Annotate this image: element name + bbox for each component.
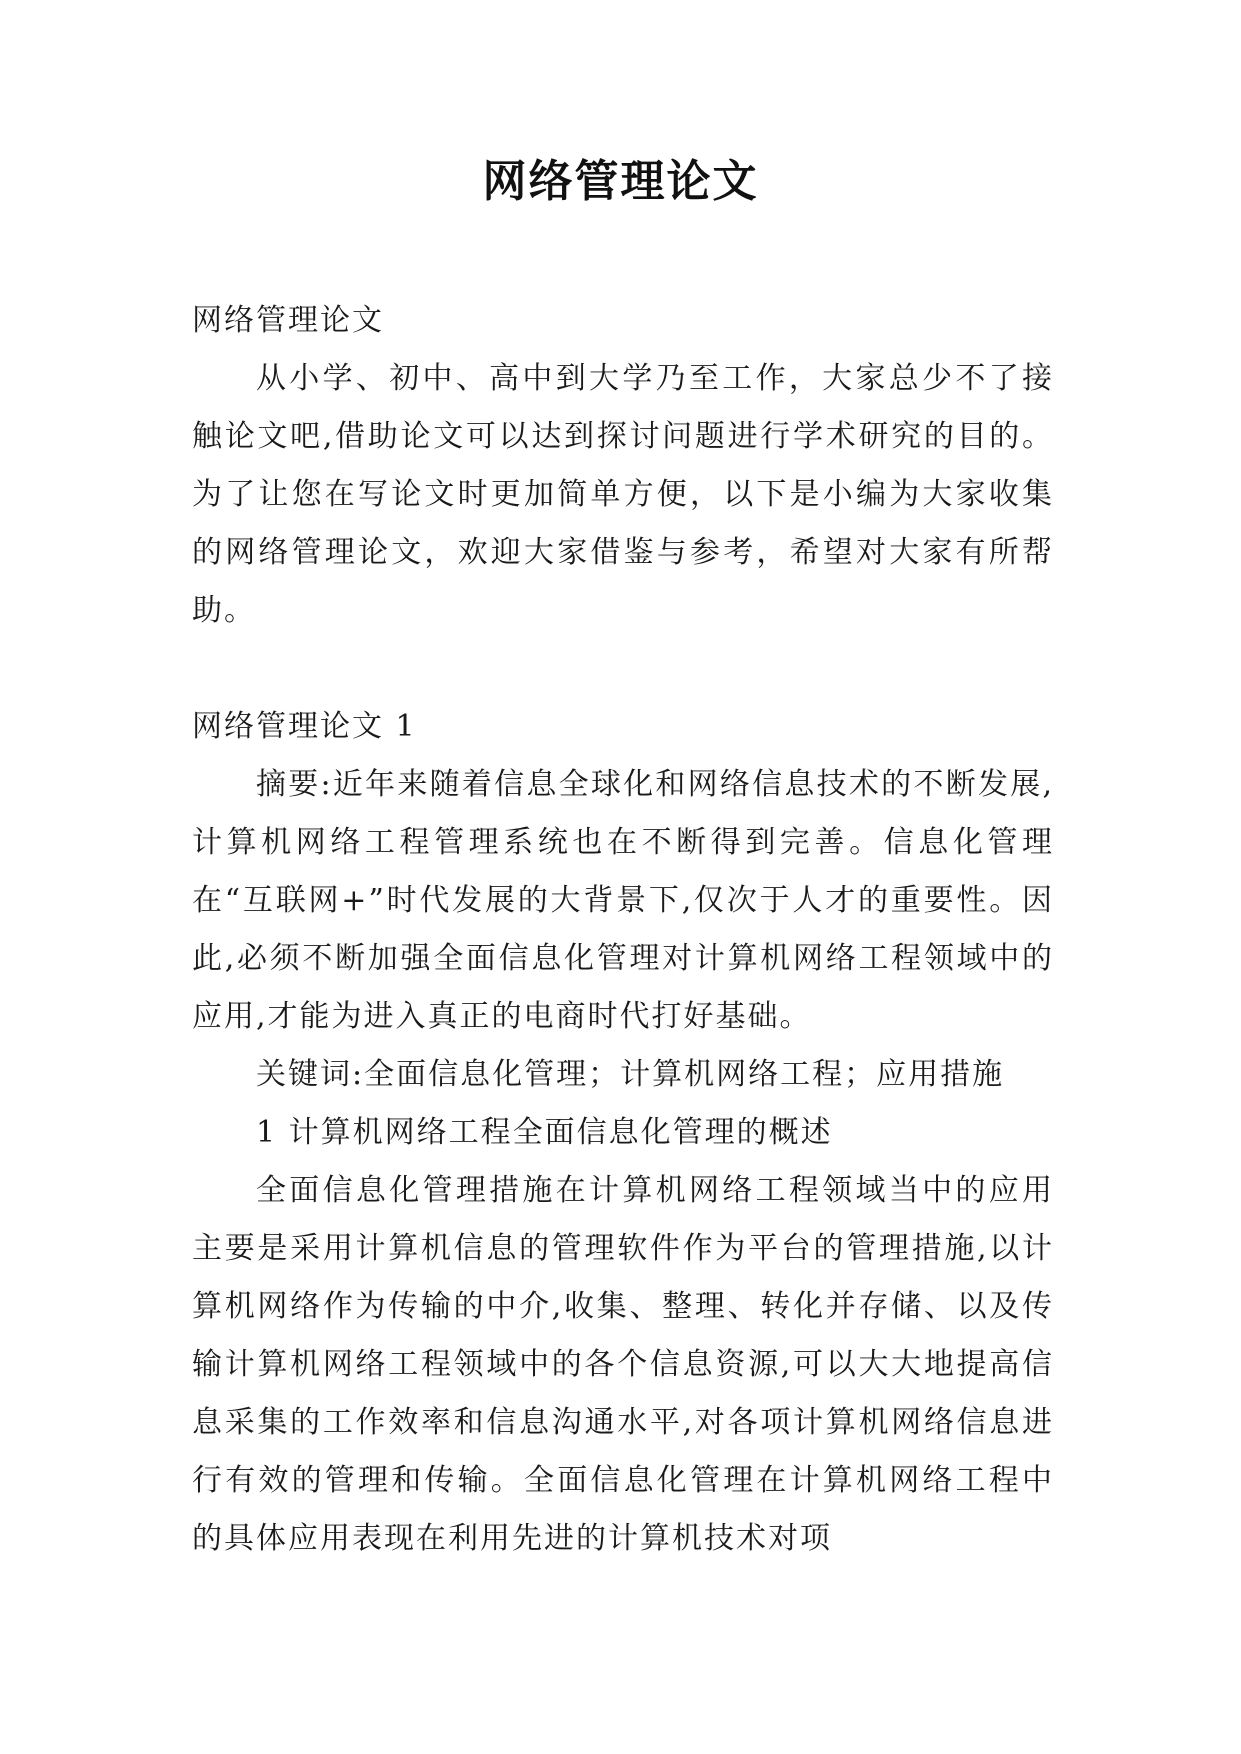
document-title: 网络管理论文 bbox=[482, 156, 759, 207]
keywords-line: 关键词:全面信息化管理；计算机网络工程；应用措施 bbox=[256, 1057, 1005, 1092]
document-body bbox=[192, 292, 1054, 1568]
subsection-heading: 1 计算机网络工程全面信息化管理的概述 bbox=[256, 1115, 833, 1150]
body-paragraph: 全面信息化管理措施在计算机网络工程领域当中的应用主要是采用计算机信息的管理软件作为平台的管理措施,以计算机网络作为传输的中介,收集、整理、转化并存储、以及传输计算机网络工程领域中的各个信息资源,可以大大地提高信息采集的工作效率和信息沟通水平,对各项计算机网络信息进行有效的管理和传输。全面信息化管理在计算机网络工程中的具体应用表现在利用先进的计算机技术对项 bbox=[192, 1173, 1054, 1556]
intro-paragraph: 从小学、初中、高中到大学乃至工作，大家总少不了接触论文吧,借助论文可以达到探讨问题进行学术研究的目的。为了让您在写论文时更加简单方便，以下是小编为大家收集的网络管理论文，欢迎大家借鉴与参考，希望对大家有所帮助。 bbox=[192, 361, 1054, 628]
section-heading: 网络管理论文 1 bbox=[192, 709, 417, 744]
paragraph-gap bbox=[192, 640, 1054, 698]
abstract-paragraph: 摘要:近年来随着信息全球化和网络信息技术的不断发展,计算机网络工程管理系统也在不断得到完善。信息化管理在“互联网+”时代发展的大背景下,仅次于人才的重要性。因此,必须不断加强全面信息化管理对计算机网络工程领域中的应用,才能为进入真正的电商时代打好基础。 bbox=[192, 767, 1054, 1034]
intro-heading: 网络管理论文 bbox=[192, 303, 384, 338]
